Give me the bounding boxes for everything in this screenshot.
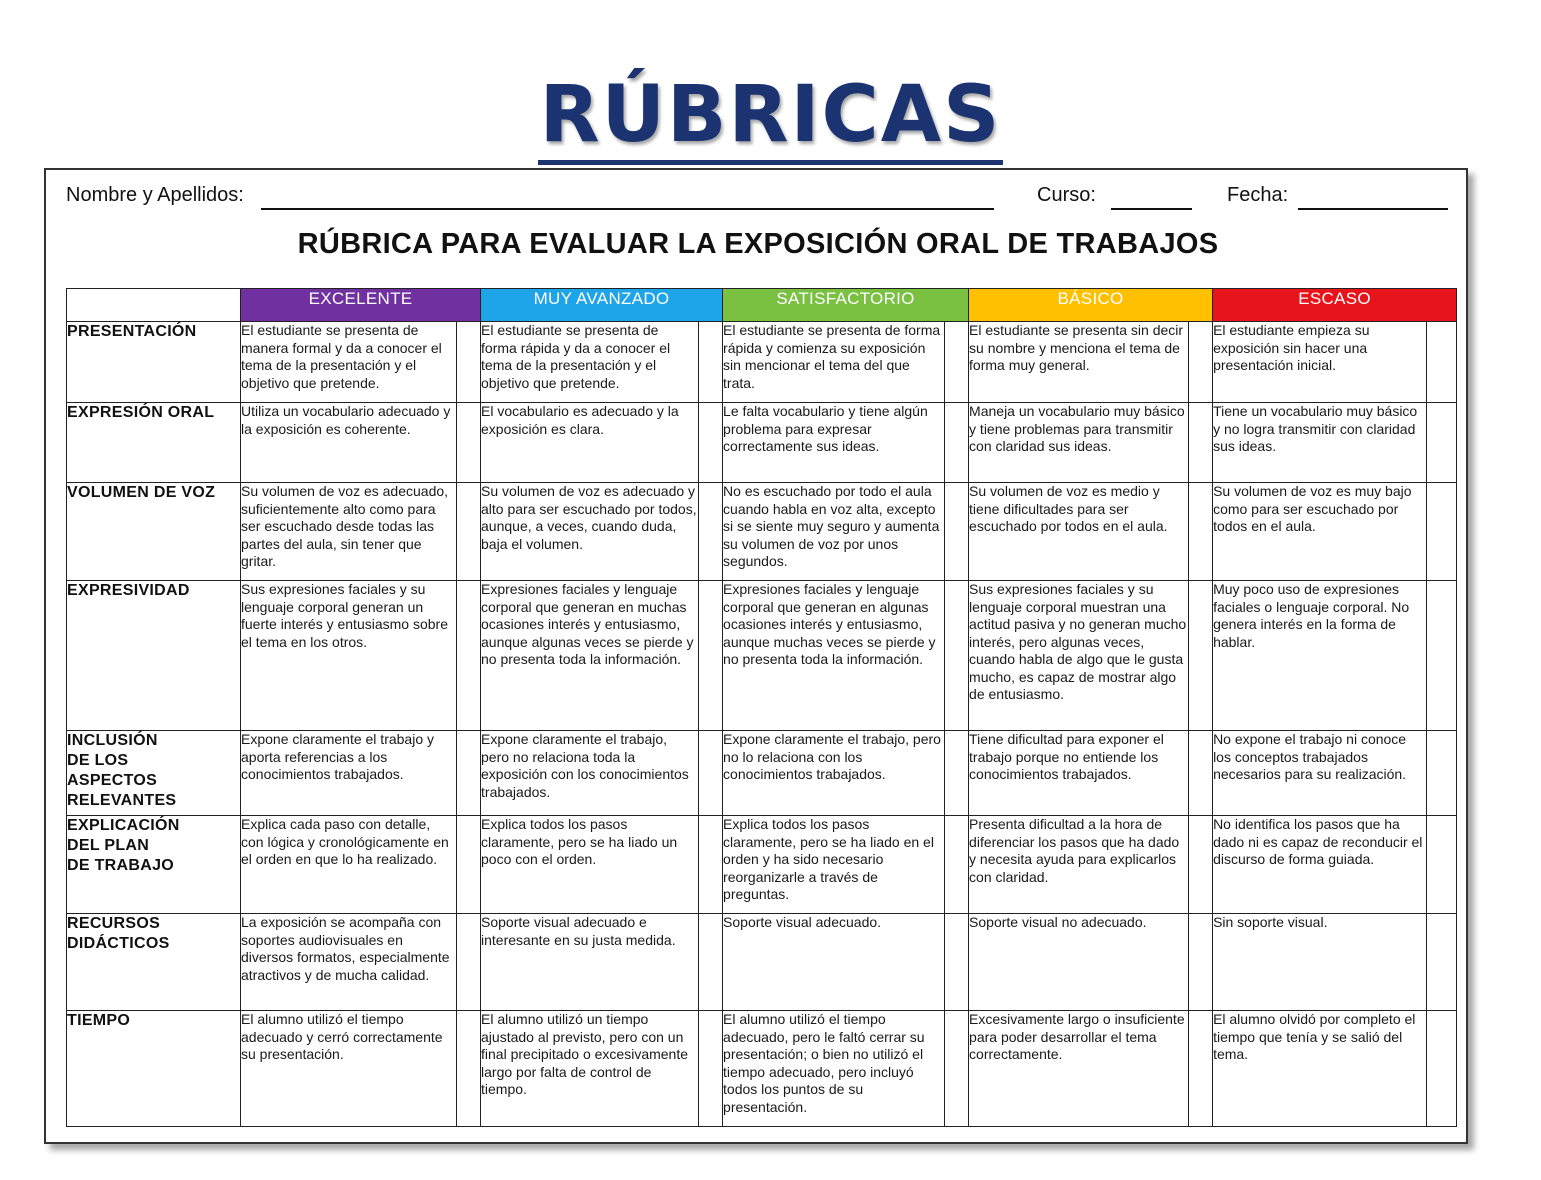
score-box[interactable] [945, 483, 969, 581]
descriptor-cell: El alumno olvidó por completo el tiempo que tenía y se salió del tema. [1213, 1011, 1427, 1127]
score-box[interactable] [457, 483, 481, 581]
score-box[interactable] [699, 581, 723, 731]
level-header: MUY AVANZADO [481, 289, 723, 322]
score-box[interactable] [945, 403, 969, 483]
criterion-label: EXPRESIVIDAD [67, 581, 241, 731]
score-box[interactable] [457, 914, 481, 1011]
criterion-label: EXPLICACIÓN DEL PLAN DE TRABAJO [67, 816, 241, 914]
descriptor-cell: El alumno utilizó el tiempo adecuado, pero le faltó cerrar su presentación; o bien no utilizó el tiempo adecuado, pero incluyó todos los puntos de su presentación. [723, 1011, 945, 1127]
rubric-row [67, 914, 1457, 1011]
criterion-label: PRESENTACIÓN [67, 322, 241, 403]
descriptor-cell: No expone el trabajo ni conoce los conceptos trabajados necesarios para su realización. [1213, 731, 1427, 816]
descriptor-cell: Le falta vocabulario y tiene algún problema para expresar correctamente sus ideas. [723, 403, 945, 483]
score-box[interactable] [457, 403, 481, 483]
score-box[interactable] [699, 731, 723, 816]
descriptor-cell: No identifica los pasos que ha dado ni es capaz de reconducir el discurso de forma guiada. [1213, 816, 1427, 914]
level-header-row [67, 289, 1457, 322]
course-label: Curso: [1037, 184, 1096, 206]
criterion-label: TIEMPO [67, 1011, 241, 1127]
descriptor-cell: El estudiante se presenta de forma rápida y da a conocer el tema de la presentación y el objetivo que pretende. [481, 322, 699, 403]
rubric-row [67, 1011, 1457, 1127]
score-box[interactable] [457, 322, 481, 403]
descriptor-cell: Su volumen de voz es medio y tiene dificultades para ser escuchado por todos en el aula. [969, 483, 1189, 581]
criterion-label: INCLUSIÓN DE LOS ASPECTOS RELEVANTES [67, 731, 241, 816]
descriptor-cell: No es escuchado por todo el aula cuando habla en voz alta, excepto si se siente muy seguro y aumenta su volumen de voz por unos segundos. [723, 483, 945, 581]
descriptor-cell: Explica todos los pasos claramente, pero se ha liado un poco con el orden. [481, 816, 699, 914]
score-box[interactable] [457, 731, 481, 816]
page-title: RÚBRICAS [0, 70, 1541, 160]
descriptor-cell: El estudiante se presenta sin decir su nombre y menciona el tema de forma muy general. [969, 322, 1189, 403]
score-box[interactable] [457, 1011, 481, 1127]
score-box[interactable] [1189, 914, 1213, 1011]
score-box[interactable] [699, 483, 723, 581]
descriptor-cell: Su volumen de voz es muy bajo como para ser escuchado por todos en el aula. [1213, 483, 1427, 581]
descriptor-cell: Su volumen de voz es adecuado y alto para ser escuchado por todos, aunque, a veces, cuando duda, baja el volumen. [481, 483, 699, 581]
rubric-row [67, 581, 1457, 731]
descriptor-cell: Muy poco uso de expresiones faciales o lenguaje corporal. No genera interés en la forma de hablar. [1213, 581, 1427, 731]
score-box[interactable] [1189, 731, 1213, 816]
score-box[interactable] [1427, 322, 1457, 403]
rubric-row [67, 483, 1457, 581]
level-header: EXCELENTE [241, 289, 481, 322]
level-header: ESCASO [1213, 289, 1457, 322]
score-box[interactable] [945, 731, 969, 816]
criterion-label: RECURSOS DIDÁCTICOS [67, 914, 241, 1011]
score-box[interactable] [1189, 403, 1213, 483]
descriptor-cell: La exposición se acompaña con soportes audiovisuales en diversos formatos, especialmente atractivos y de mucha calidad. [241, 914, 457, 1011]
header-corner [67, 289, 241, 322]
score-box[interactable] [1427, 914, 1457, 1011]
score-box[interactable] [1189, 816, 1213, 914]
score-box[interactable] [1427, 1011, 1457, 1127]
level-header: BÁSICO [969, 289, 1213, 322]
score-box[interactable] [1189, 483, 1213, 581]
descriptor-cell: El estudiante se presenta de manera formal y da a conocer el tema de la presentación y el objetivo que pretende. [241, 322, 457, 403]
date-field[interactable] [1298, 208, 1448, 210]
descriptor-cell: Presenta dificultad a la hora de diferenciar los pasos que ha dado y necesita ayuda para explicarlos con claridad. [969, 816, 1189, 914]
criterion-label: VOLUMEN DE VOZ [67, 483, 241, 581]
descriptor-cell: Expresiones faciales y lenguaje corporal que generan en algunas ocasiones interés y entusiasmo, aunque muchas veces se pierde y no presenta toda la información. [723, 581, 945, 731]
score-box[interactable] [1189, 1011, 1213, 1127]
descriptor-cell: Sin soporte visual. [1213, 914, 1427, 1011]
descriptor-cell: Maneja un vocabulario muy básico y tiene problemas para transmitir con claridad sus ideas. [969, 403, 1189, 483]
descriptor-cell: El vocabulario es adecuado y la exposición es clara. [481, 403, 699, 483]
score-box[interactable] [1189, 322, 1213, 403]
descriptor-cell: Expone claramente el trabajo, pero no relaciona toda la exposición con los conocimientos trabajados. [481, 731, 699, 816]
descriptor-cell: El estudiante se presenta de forma rápida y comienza su exposición sin mencionar el tema del que trata. [723, 322, 945, 403]
score-box[interactable] [1427, 731, 1457, 816]
descriptor-cell: Soporte visual no adecuado. [969, 914, 1189, 1011]
name-label: Nombre y Apellidos: [66, 184, 244, 206]
descriptor-cell: Sus expresiones faciales y su lenguaje corporal muestran una actitud pasiva y no generan mucho interés, pero algunas veces, cuando habla de algo que le gusta mucho, es capaz de mostrar algo de entusiasmo. [969, 581, 1189, 731]
score-box[interactable] [945, 1011, 969, 1127]
criterion-label: EXPRESIÓN ORAL [67, 403, 241, 483]
score-box[interactable] [699, 322, 723, 403]
rubric-row [67, 816, 1457, 914]
descriptor-cell: Soporte visual adecuado e interesante en su justa medida. [481, 914, 699, 1011]
descriptor-cell: Tiene dificultad para exponer el trabajo porque no entiende los conocimientos trabajados. [969, 731, 1189, 816]
score-box[interactable] [457, 816, 481, 914]
rubric-title: RÚBRICA PARA EVALUAR LA EXPOSICIÓN ORAL DE TRABAJOS [297, 228, 1219, 260]
rubric-row [67, 322, 1457, 403]
descriptor-cell: Soporte visual adecuado. [723, 914, 945, 1011]
score-box[interactable] [699, 816, 723, 914]
descriptor-cell: Expone claramente el trabajo y aporta referencias a los conocimientos trabajados. [241, 731, 457, 816]
descriptor-cell: Expone claramente el trabajo, pero no lo relaciona con los conocimientos trabajados. [723, 731, 945, 816]
descriptor-cell: Tiene un vocabulario muy básico y no logra transmitir con claridad sus ideas. [1213, 403, 1427, 483]
score-box[interactable] [1427, 483, 1457, 581]
course-field[interactable] [1111, 208, 1192, 210]
descriptor-cell: El estudiante empieza su exposición sin hacer una presentación inicial. [1213, 322, 1427, 403]
score-box[interactable] [1427, 581, 1457, 731]
level-header: SATISFACTORIO [723, 289, 969, 322]
descriptor-cell: Excesivamente largo o insuficiente para poder desarrollar el tema correctamente. [969, 1011, 1189, 1127]
score-box[interactable] [945, 816, 969, 914]
descriptor-cell: Sus expresiones faciales y su lenguaje corporal generan un fuerte interés y entusiasmo sobre el tema en los otros. [241, 581, 457, 731]
score-box[interactable] [457, 581, 481, 731]
score-box[interactable] [945, 914, 969, 1011]
score-box[interactable] [699, 914, 723, 1011]
score-box[interactable] [1189, 581, 1213, 731]
rubric-sheet [44, 168, 1468, 1144]
rubric-row [67, 731, 1457, 816]
score-box[interactable] [699, 1011, 723, 1127]
student-fields [66, 184, 1456, 214]
descriptor-cell: El alumno utilizó el tiempo adecuado y cerró correctamente su presentación. [241, 1011, 457, 1127]
date-label: Fecha: [1227, 184, 1289, 206]
descriptor-cell: Expresiones faciales y lenguaje corporal que generan en muchas ocasiones interés y entusiasmo, aunque algunas veces se pierde y no presenta toda la información. [481, 581, 699, 731]
descriptor-cell: Explica cada paso con detalle, con lógica y cronológicamente en el orden en que lo ha realizado. [241, 816, 457, 914]
descriptor-cell: El alumno utilizó un tiempo ajustado al previsto, pero con un final precipitado o excesivamente largo por falta de control de tiempo. [481, 1011, 699, 1127]
score-box[interactable] [945, 581, 969, 731]
score-box[interactable] [1427, 403, 1457, 483]
descriptor-cell: Utiliza un vocabulario adecuado y la exposición es coherente. [241, 403, 457, 483]
descriptor-cell: Explica todos los pasos claramente, pero se ha liado en el orden y ha sido necesario reorganizarle a través de preguntas. [723, 816, 945, 914]
descriptor-cell: Su volumen de voz es adecuado, suficientemente alto como para ser escuchado desde todas las partes del aula, sin tener que gritar. [241, 483, 457, 581]
name-field[interactable] [261, 208, 994, 210]
score-box[interactable] [699, 403, 723, 483]
score-box[interactable] [1427, 816, 1457, 914]
rubric-row [67, 403, 1457, 483]
rubric-table [66, 288, 1457, 1127]
score-box[interactable] [945, 322, 969, 403]
